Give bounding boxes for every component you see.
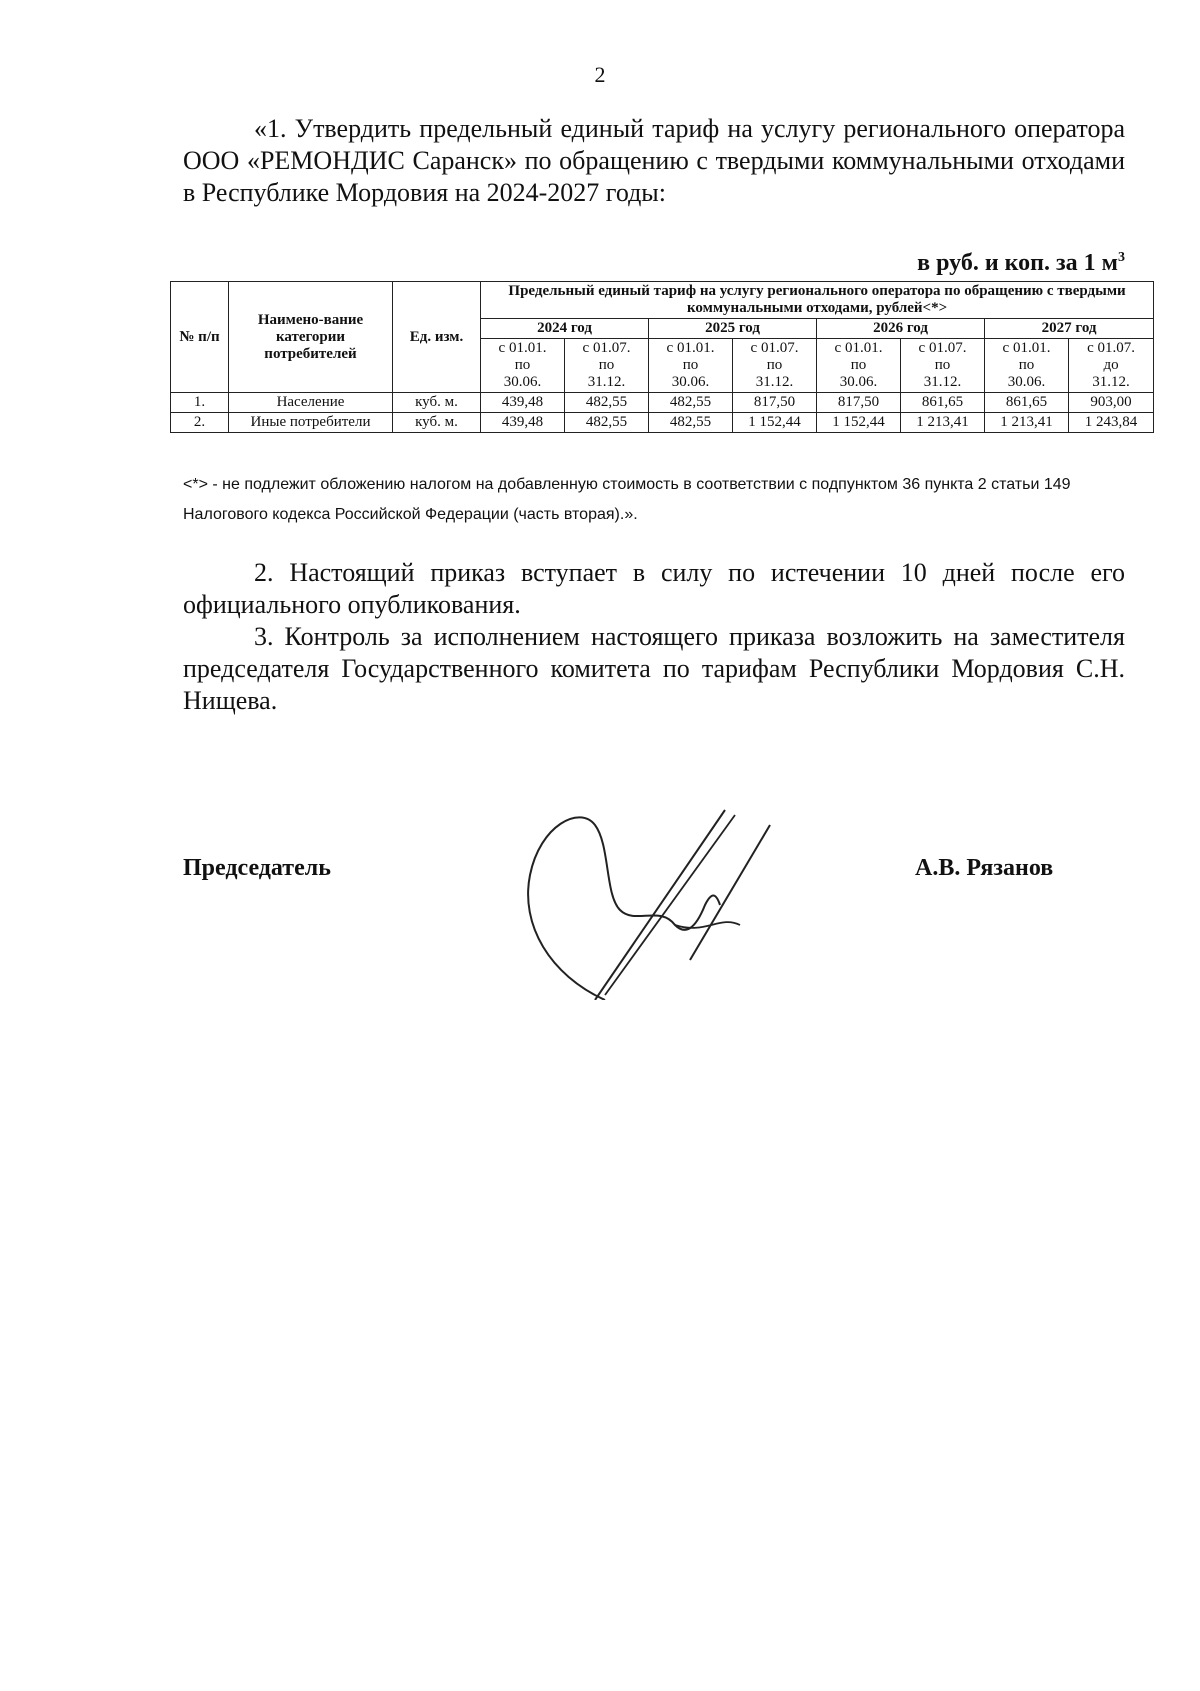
period-to: 30.06. <box>839 374 878 390</box>
column-group-header: Предельный единый тариф на услугу регионального оператора по обращению с твердыми коммунальными отходами, рублей<*> <box>481 282 1154 319</box>
period-prep: по <box>1018 357 1035 373</box>
unit-note <box>917 250 1125 277</box>
tariff-value: 439,48 <box>481 413 565 433</box>
period-from: с 01.01. <box>834 340 883 356</box>
period-header <box>1069 339 1154 393</box>
year-header: 2025 год <box>649 319 817 339</box>
period-to: 30.06. <box>1007 374 1046 390</box>
tariff-value: 1 243,84 <box>1069 413 1154 433</box>
period-header <box>481 339 565 393</box>
column-header-unit: Ед. изм. <box>393 282 481 393</box>
row-number: 2. <box>171 413 229 433</box>
tariff-value: 903,00 <box>1069 393 1154 413</box>
period-prep: по <box>766 357 783 373</box>
table-row <box>171 413 1154 433</box>
signatory-title: Председатель <box>183 855 331 881</box>
paragraph-effective-date: 2. Настоящий приказ вступает в силу по истечении 10 дней после его официального опубликования. <box>183 558 1125 619</box>
period-prep: по <box>682 357 699 373</box>
unit-note-superscript: 3 <box>1118 250 1125 265</box>
period-prep: по <box>598 357 615 373</box>
tariff-value: 439,48 <box>481 393 565 413</box>
column-header-name: Наимено-вание категории потребителей <box>229 282 393 393</box>
period-header <box>901 339 985 393</box>
tariff-value: 817,50 <box>733 393 817 413</box>
table-row <box>171 393 1154 413</box>
intro-paragraph: «1. Утвердить предельный единый тариф на услугу регионального оператора ООО «РЕМОНДИС Саранск» по обращению с твердыми коммунальными отходами в Республике Мордовия на 2024-2027 годы: <box>183 114 1125 207</box>
row-unit: куб. м. <box>393 413 481 433</box>
period-from: с 01.01. <box>666 340 715 356</box>
year-header: 2026 год <box>817 319 985 339</box>
period-from: с 01.01. <box>1002 340 1051 356</box>
row-category: Население <box>229 393 393 413</box>
tariff-value: 1 213,41 <box>901 413 985 433</box>
period-from: с 01.07. <box>1087 340 1136 356</box>
tariff-value: 1 152,44 <box>733 413 817 433</box>
period-to: 30.06. <box>503 374 542 390</box>
period-prep: до <box>1103 357 1119 373</box>
period-prep: по <box>514 357 531 373</box>
tariff-value: 482,55 <box>649 413 733 433</box>
period-header <box>565 339 649 393</box>
tariff-value: 861,65 <box>901 393 985 413</box>
signatory-name: А.В. Рязанов <box>915 855 1054 881</box>
period-header <box>817 339 901 393</box>
period-header <box>985 339 1069 393</box>
unit-note-text: в руб. и коп. за 1 м <box>917 250 1118 276</box>
row-unit: куб. м. <box>393 393 481 413</box>
period-to: 30.06. <box>671 374 710 390</box>
period-header <box>649 339 733 393</box>
period-header <box>733 339 817 393</box>
period-to: 31.12. <box>755 374 794 390</box>
period-to: 31.12. <box>1092 374 1130 390</box>
page-number: 2 <box>594 62 606 87</box>
year-header: 2027 год <box>985 319 1154 339</box>
period-from: с 01.07. <box>582 340 631 356</box>
period-prep: по <box>934 357 951 373</box>
tariff-value: 1 152,44 <box>817 413 901 433</box>
tariff-value: 1 213,41 <box>985 413 1069 433</box>
tariff-value: 861,65 <box>985 393 1069 413</box>
tariff-value: 482,55 <box>565 413 649 433</box>
row-category: Иные потребители <box>229 413 393 433</box>
tariff-table <box>170 281 1154 433</box>
period-from: с 01.07. <box>918 340 967 356</box>
row-number: 1. <box>171 393 229 413</box>
period-to: 31.12. <box>923 374 962 390</box>
column-header-number: № п/п <box>171 282 229 393</box>
handwritten-signature <box>510 785 840 1000</box>
tariff-value: 482,55 <box>565 393 649 413</box>
footnote: <*> - не подлежит обложению налогом на добавленную стоимость в соответствии с подпунктом 36 пункта 2 статьи 149 Налогового кодекса Российской Федерации (часть вторая).». <box>183 476 1071 523</box>
tariff-value: 482,55 <box>649 393 733 413</box>
tariff-value: 817,50 <box>817 393 901 413</box>
year-header: 2024 год <box>481 319 649 339</box>
period-prep: по <box>850 357 867 373</box>
period-from: с 01.07. <box>750 340 799 356</box>
period-to: 31.12. <box>587 374 626 390</box>
period-from: с 01.01. <box>498 340 547 356</box>
paragraph-control: 3. Контроль за исполнением настоящего приказа возложить на заместителя председателя Государственного комитета по тарифам Республики Мордовия С.Н. Нищева. <box>183 622 1125 715</box>
